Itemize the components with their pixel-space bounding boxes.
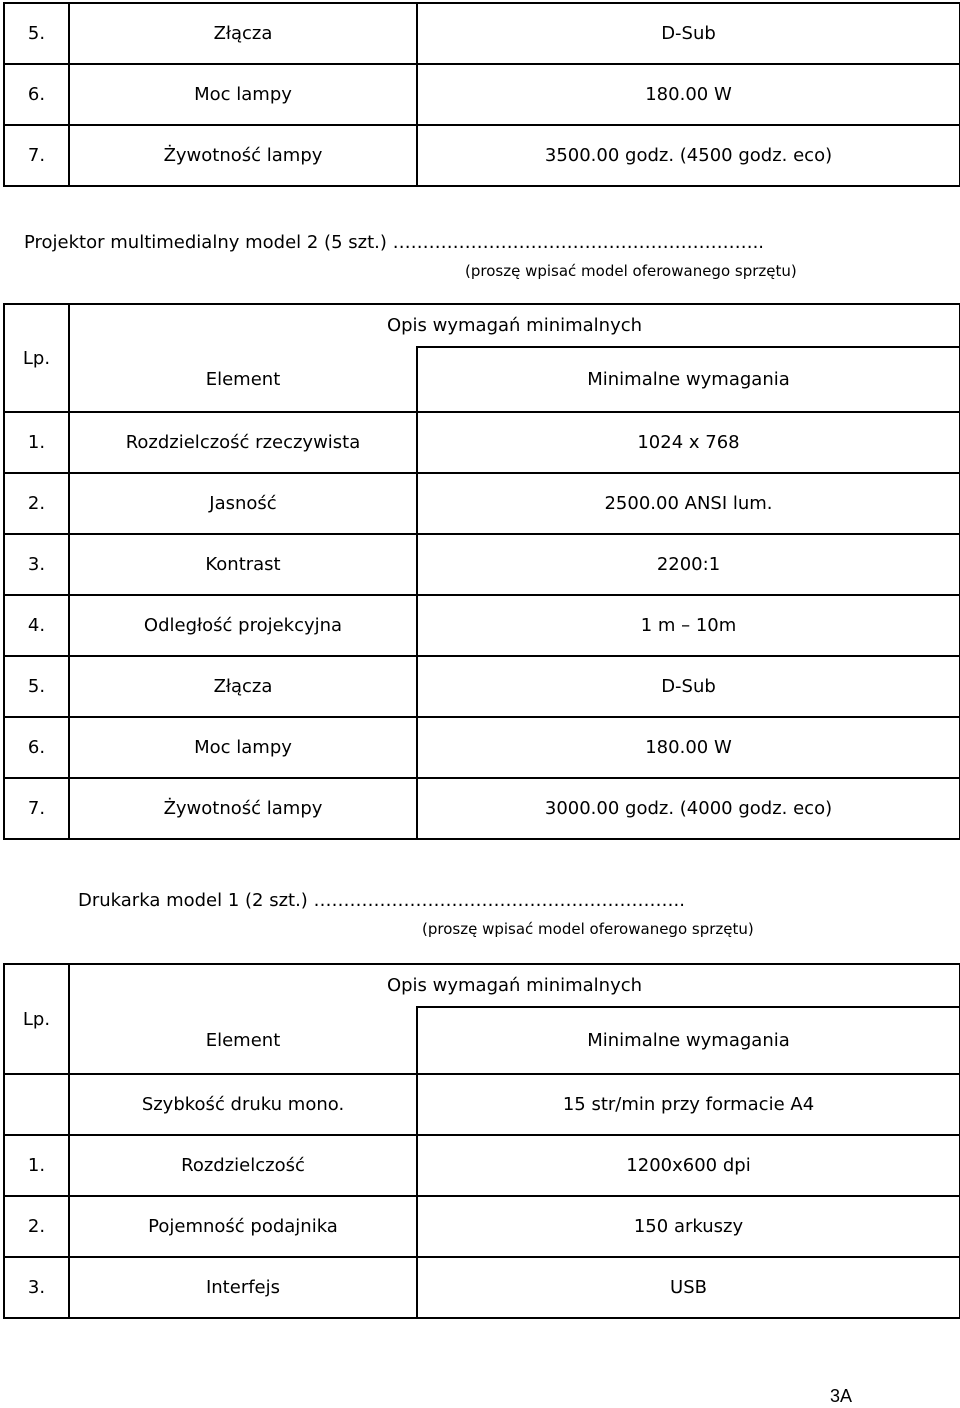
row-element: Rozdzielczość: [69, 1135, 417, 1196]
row-lp: 2.: [4, 473, 69, 534]
row-value: 15 str/min przy formacie A4: [417, 1074, 960, 1135]
header-lp: Lp.: [4, 964, 69, 1074]
row-element: Złącza: [69, 656, 417, 717]
row-element: Kontrast: [69, 534, 417, 595]
table-row: [4, 595, 960, 656]
table-row: [4, 1196, 960, 1257]
row-value: D-Sub: [417, 656, 960, 717]
table-row: [4, 656, 960, 717]
row-lp: 7.: [4, 125, 69, 186]
row-lp: 5.: [4, 656, 69, 717]
row-element: Interfejs: [69, 1257, 417, 1318]
table-row: [4, 534, 960, 595]
header-group: Opis wymagań minimalnych: [69, 964, 960, 1007]
row-lp: 1.: [4, 412, 69, 473]
table-row: [4, 778, 960, 839]
row-value: 1 m – 10m: [417, 595, 960, 656]
section-title-projector-2: Projektor multimedialny model 2 (5 szt.) ……………………………………………………..: [24, 232, 765, 253]
spec-table-printer-1: [3, 963, 960, 1319]
table-row: [4, 3, 960, 64]
row-lp: 4.: [4, 595, 69, 656]
row-value: 180.00 W: [417, 717, 960, 778]
row-element: Odległość projekcyjna: [69, 595, 417, 656]
header-lp: Lp.: [4, 304, 69, 412]
table-row: [4, 1257, 960, 1318]
row-lp: [4, 1074, 69, 1135]
header-group: Opis wymagań minimalnych: [69, 304, 960, 347]
row-lp: 7.: [4, 778, 69, 839]
spec-table-continued: [3, 2, 960, 187]
table-header-row: [4, 347, 960, 412]
table-row: [4, 1074, 960, 1135]
row-value: 3500.00 godz. (4500 godz. eco): [417, 125, 960, 186]
table-row: [4, 64, 960, 125]
row-value: D-Sub: [417, 3, 960, 64]
row-element: Żywotność lampy: [69, 778, 417, 839]
row-element: Jasność: [69, 473, 417, 534]
header-element: Element: [69, 1007, 417, 1074]
row-value: 3000.00 godz. (4000 godz. eco): [417, 778, 960, 839]
table-row: [4, 125, 960, 186]
row-lp: 5.: [4, 3, 69, 64]
row-element: Szybkość druku mono.: [69, 1074, 417, 1135]
section-subtitle-projector-2: (proszę wpisać model oferowanego sprzętu): [465, 262, 797, 280]
header-requirement: Minimalne wymagania: [417, 347, 960, 412]
row-element: Pojemność podajnika: [69, 1196, 417, 1257]
row-element: Złącza: [69, 3, 417, 64]
row-lp: 6.: [4, 717, 69, 778]
row-lp: 3.: [4, 534, 69, 595]
row-value: 150 arkuszy: [417, 1196, 960, 1257]
header-element: Element: [69, 347, 417, 412]
table-header-row: [4, 964, 960, 1007]
row-element: Żywotność lampy: [69, 125, 417, 186]
table-header-row: [4, 1007, 960, 1074]
row-lp: 3.: [4, 1257, 69, 1318]
row-lp: 6.: [4, 64, 69, 125]
row-value: 2500.00 ANSI lum.: [417, 473, 960, 534]
page-number: 3A: [830, 1386, 853, 1406]
header-requirement: Minimalne wymagania: [417, 1007, 960, 1074]
row-lp: 1.: [4, 1135, 69, 1196]
table-row: [4, 1135, 960, 1196]
table-row: [4, 473, 960, 534]
row-lp: 2.: [4, 1196, 69, 1257]
row-value: 180.00 W: [417, 64, 960, 125]
section-subtitle-printer-1: (proszę wpisać model oferowanego sprzętu): [422, 920, 754, 938]
section-title-printer-1: Drukarka model 1 (2 szt.) ……………………………………………………..: [78, 890, 685, 911]
row-value: 2200:1: [417, 534, 960, 595]
row-element: Rozdzielczość rzeczywista: [69, 412, 417, 473]
table-row: [4, 717, 960, 778]
row-element: Moc lampy: [69, 717, 417, 778]
row-value: 1024 x 768: [417, 412, 960, 473]
row-element: Moc lampy: [69, 64, 417, 125]
table-header-row: [4, 304, 960, 347]
spec-table-projector-2: [3, 303, 960, 840]
table-row: [4, 412, 960, 473]
row-value: 1200x600 dpi: [417, 1135, 960, 1196]
row-value: USB: [417, 1257, 960, 1318]
